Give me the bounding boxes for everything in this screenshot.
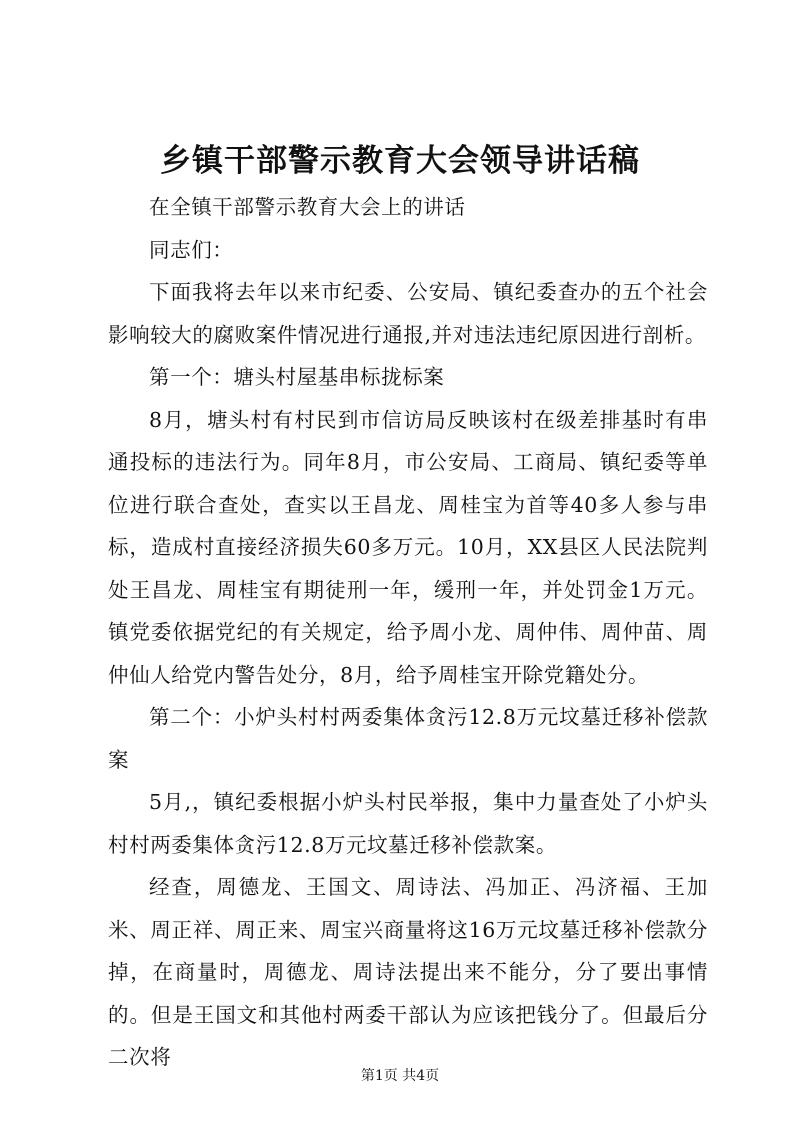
- case-2-details: 经查，周德龙、王国文、周诗法、冯加正、冯济福、王加米、周正祥、周正来、周宝兴商量将这16万元坟墓迁移补偿款分掉，在商量时，周德龙、周诗法提出来不能分，分了要出事情的。但是王国文和其他村两委干部认为应该把钱分了。但最后分二次将: [108, 875, 708, 1069]
- paragraph-intro: 下面我将去年以来市纪委、公安局、镇纪委查办的五个社会影响较大的腐败案件情况进行通报,并对违法违纪原因进行剖析。: [108, 280, 708, 347]
- case-2-summary: 5月,，镇纪委根据小炉头村民举报，集中力量查处了小炉头村村两委集体贪污12.8万元坟墓迁移补偿款案。: [108, 790, 708, 857]
- document-body: [108, 186, 708, 1079]
- case-1-body: 8月，塘头村有村民到市信访局反映该村在级差排基时有串通投标的违法行为。同年8月，市公安局、工商局、镇纪委等单位进行联合查处，查实以王昌龙、周桂宝为首等40多人参与串标，造成村直接经济损失60多万元。10月，XX县区人民法院判处王昌龙、周桂宝有期徒刑一年，缓刑一年，并处罚金1万元。镇党委依据党纪的有关规定，给予周小龙、周仲伟、周仲苗、周仲仙人给党内警告处分，8月，给予周桂宝开除党籍处分。: [108, 407, 708, 687]
- speech-heading: 在全镇干部警示教育大会上的讲话: [149, 195, 466, 219]
- page-number-footer: 第1页 共4页: [360, 1068, 440, 1084]
- case-2-heading: 第二个：小炉头村村两委集体贪污12.8万元坟墓迁移补偿款案: [108, 705, 708, 772]
- case-1-heading: 第一个：塘头村屋基串标拢标案: [149, 365, 445, 389]
- document-title: 乡镇干部警示教育大会领导讲话稿: [160, 143, 640, 179]
- salutation: 同志们：: [149, 237, 234, 262]
